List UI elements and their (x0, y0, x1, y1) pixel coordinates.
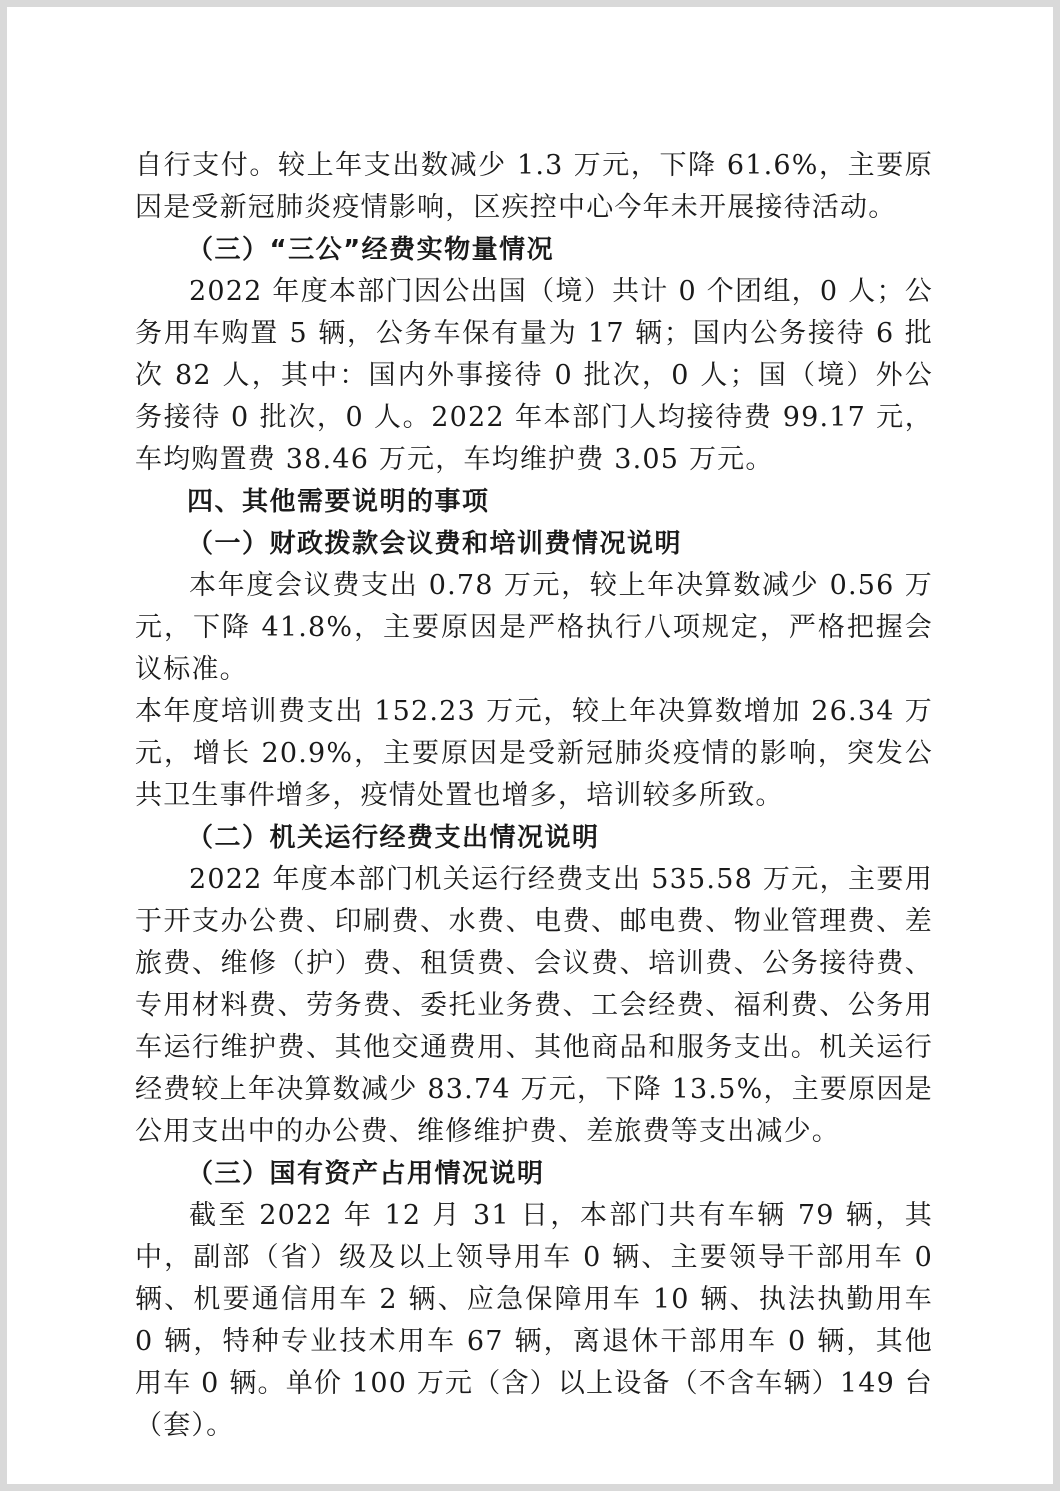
paragraph-physical-quantities: 2022 年度本部门因公出国（境）共计 0 个团组，0 人；公务用车购置 5 辆，公务车保有量为 17 辆；国内公务接待 6 批次 82 人，其中：国内外事接待 0 批次，0 人；国（境）外公务接待 0 批次，0 人。2022 年本部门人均接待费 99.17 元，车均购置费 38.46 万元，车均维护费 3.05 万元。 (135, 276, 933, 475)
heading-operating-expense: （二）机关运行经费支出情况说明 (187, 823, 600, 853)
heading-meeting-training: （一）财政拨款会议费和培训费情况说明 (187, 529, 683, 559)
paragraph-meeting-expense: 本年度会议费支出 0.78 万元，较上年决算数减少 0.56 万元，下降 41.8%，主要原因是严格执行八项规定，严格把握会议标准。 (135, 570, 933, 685)
paragraph-operating-expense: 2022 年度本部门机关运行经费支出 535.58 万元，主要用于开支办公费、印刷费、水费、电费、邮电费、物业管理费、差旅费、维修（护）费、租赁费、会议费、培训费、公务接待费、专用材料费、劳务费、委托业务费、工会经费、福利费、公务用车运行维护费、其他交通费用、其他商品和服务支出。机关运行经费较上年决算数减少 83.74 万元，下降 13.5%，主要原因是公用支出中的办公费、维修维护费、差旅费等支出减少。 (135, 864, 933, 1147)
heading-three-public-physical: （三）“三公”经费实物量情况 (187, 235, 555, 265)
paragraph-state-assets: 截至 2022 年 12 月 31 日，本部门共有车辆 79 辆，其中，副部（省）级及以上领导用车 0 辆、主要领导干部用车 0 辆、机要通信用车 2 辆、应急保障用车 10 辆、执法执勤用车 0 辆，特种专业技术用车 67 辆，离退休干部用车 0 辆，其他用车 0 辆。单价 100 万元（含）以上设备（不含车辆）149 台（套）。 (135, 1200, 933, 1441)
document-body (135, 145, 933, 1447)
document-page (7, 7, 1053, 1484)
heading-state-assets: （三）国有资产占用情况说明 (187, 1159, 545, 1189)
heading-other-matters: 四、其他需要说明的事项 (187, 487, 490, 517)
paragraph-training-expense: 本年度培训费支出 152.23 万元，较上年决算数增加 26.34 万元，增长 20.9%，主要原因是受新冠肺炎疫情的影响，突发公共卫生事件增多，疫情处置也增多，培训较多所致。 (135, 696, 933, 811)
paragraph-reception-expense: 自行支付。较上年支出数减少 1.3 万元，下降 61.6%，主要原因是受新冠肺炎疫情影响，区疾控中心今年未开展接待活动。 (135, 150, 933, 223)
